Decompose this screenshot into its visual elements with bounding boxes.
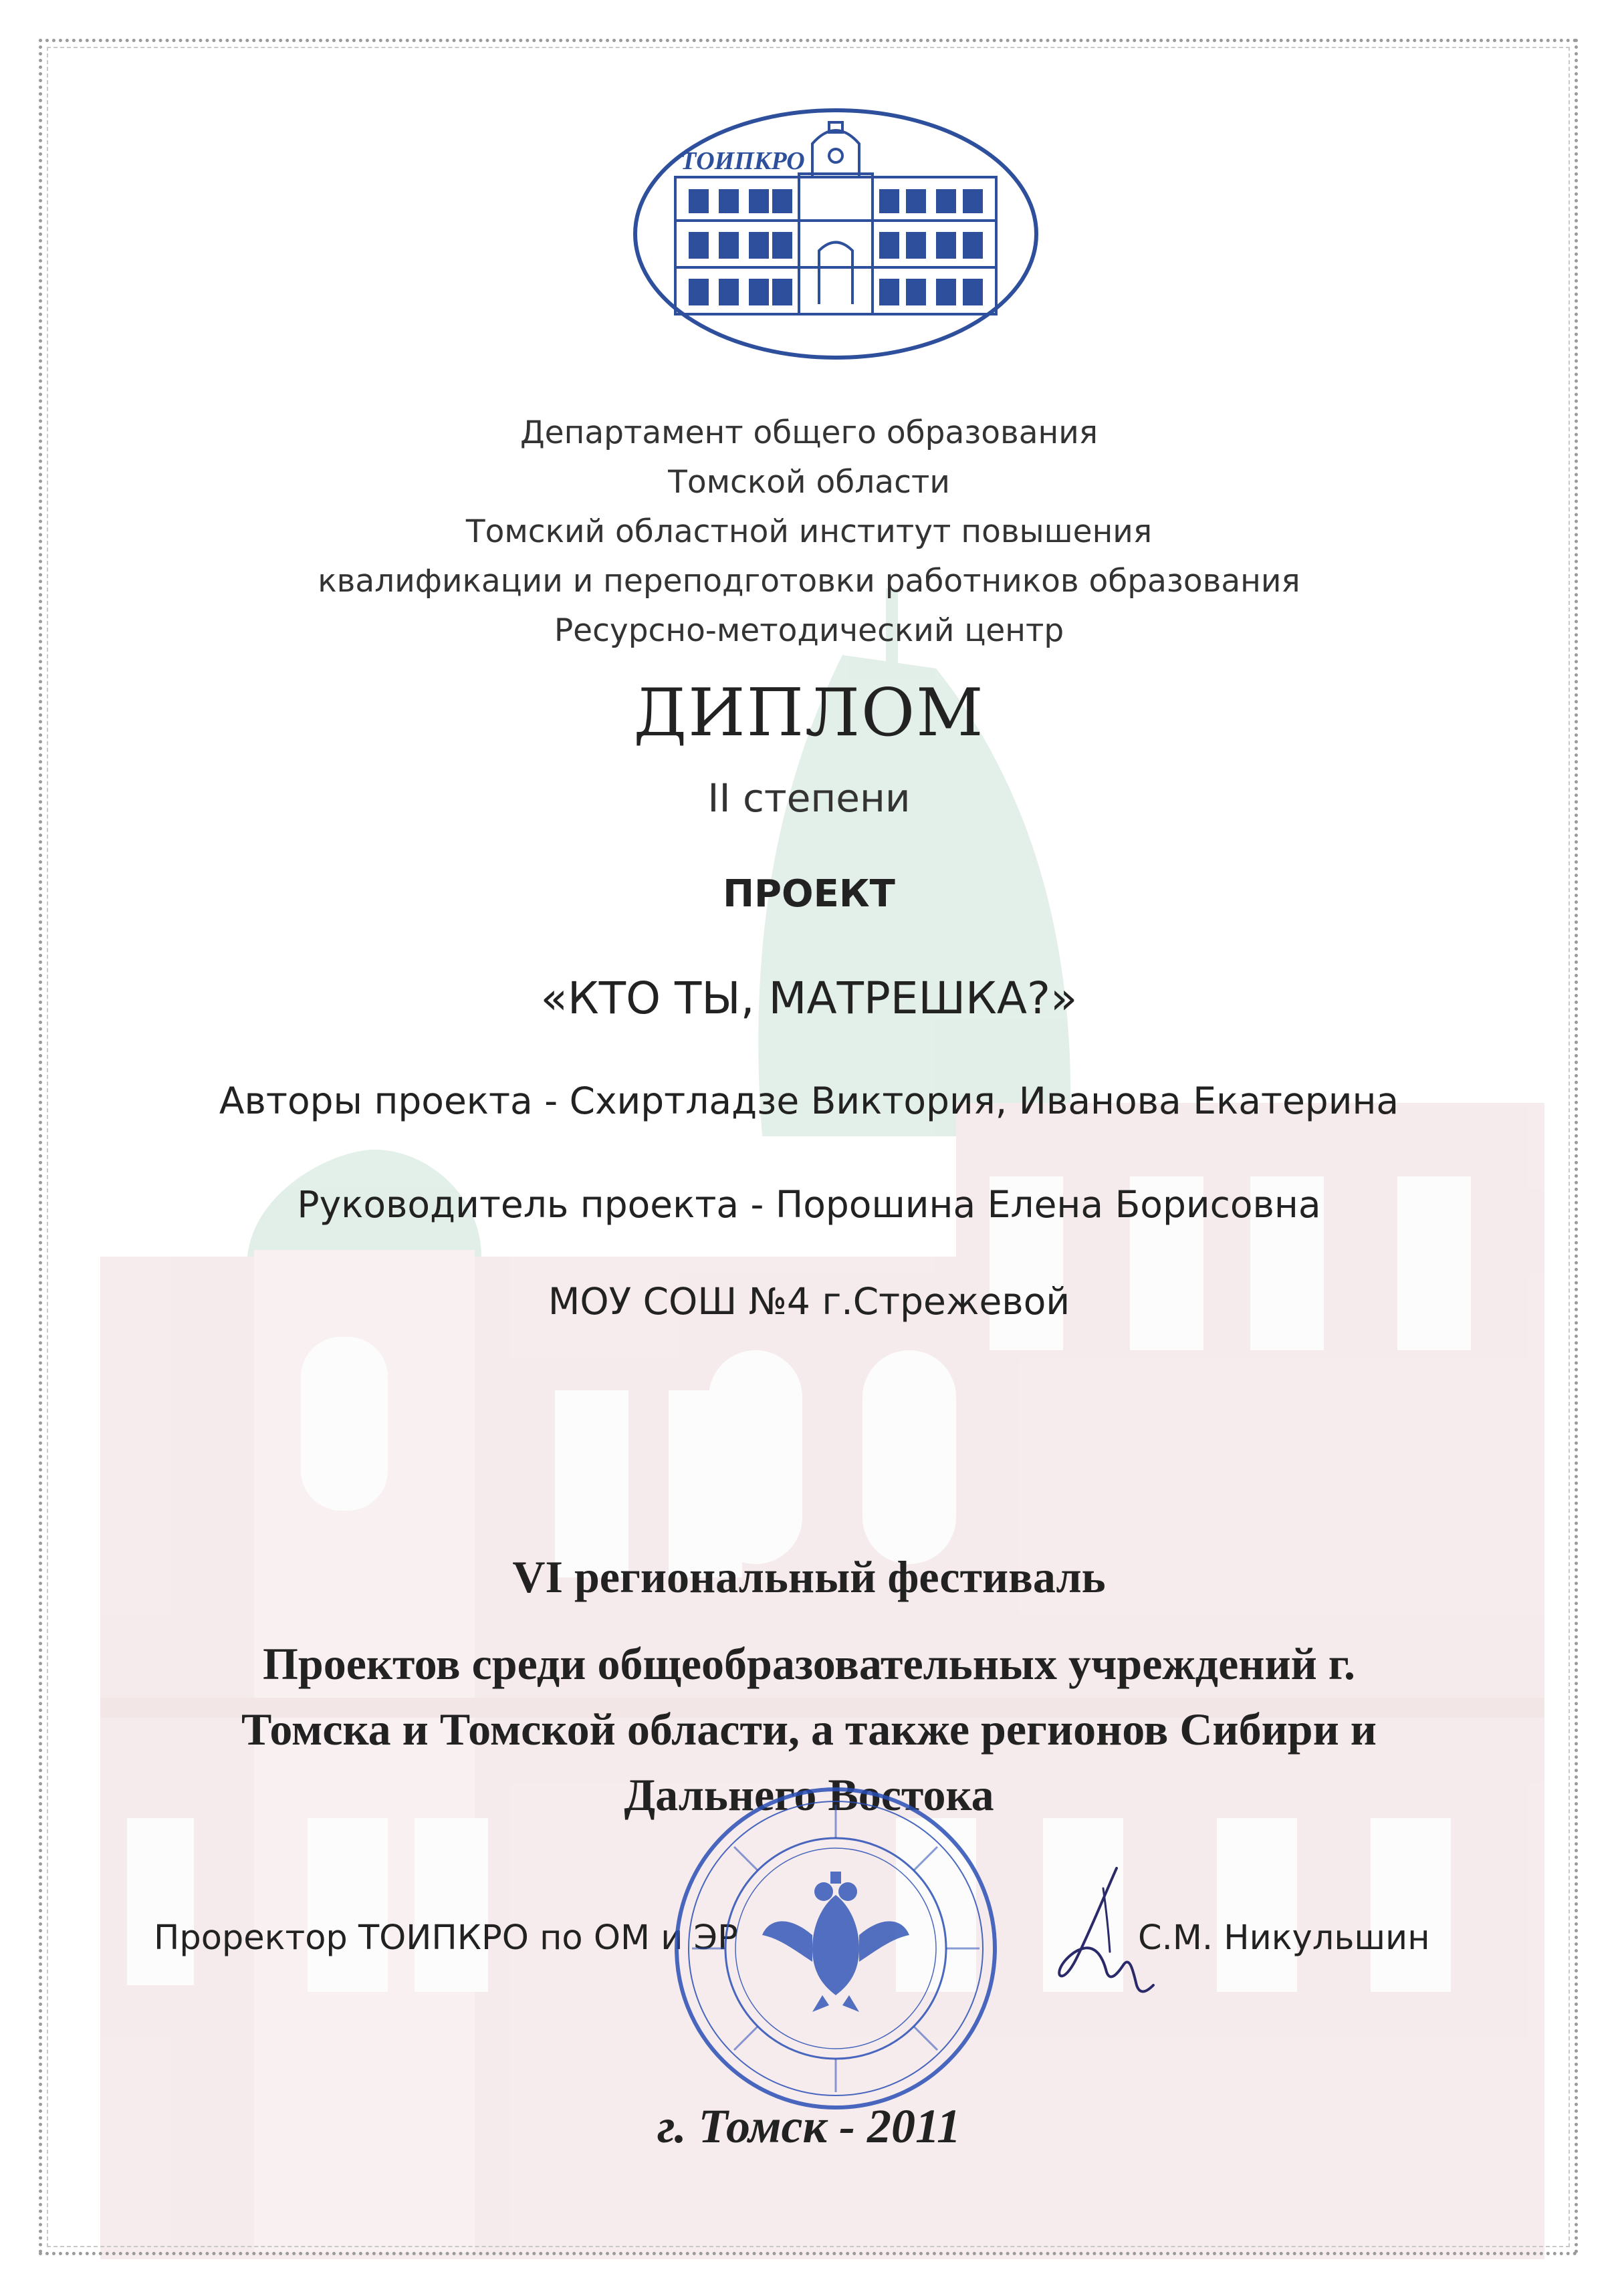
project-leader: Руководитель проекта - Порошина Елена Борисовна [297,1183,1321,1226]
header-line-1: Департамент общего образования [519,414,1099,451]
logo-text: ТОИПКРО [681,147,805,175]
header-line-5: Ресурсно-методический центр [554,612,1064,649]
signatory-name: С.М. Никульшин [1138,1918,1430,1958]
city-year: г. Томск - 2011 [657,2099,961,2153]
diploma-degree: II степени [707,775,911,821]
toipkro-logo [628,104,1043,364]
project-authors: Авторы проекта - Схиртладзе Виктория, Иванова Екатерина [219,1079,1399,1122]
signatory-position: Проректор ТОИПКРО по ОМ и ЭР [154,1918,738,1958]
header-line-2: Томской области [668,464,950,501]
project-name: «КТО ТЫ, МАТРЕШКА?» [540,973,1078,1024]
header-line-3: Томский областной институт повышения [465,513,1153,550]
official-stamp [669,1781,1003,2116]
diploma-title: ДИПЛОМ [633,675,985,751]
header-line-4: квалификации и переподготовки работников образования [318,563,1300,600]
festival-title: VI региональный фестиваль [512,1551,1106,1602]
school-name: МОУ СОШ №4 г.Стрежевой [548,1280,1070,1323]
handwritten-signature [1023,1858,1163,2025]
project-label: ПРОЕКТ [723,872,895,916]
festival-description: Проектов среди общеобразовательных учреждений г. Томска и Томской области, а также регионов Сибири и Дальнего Востока [241,1638,1377,1820]
